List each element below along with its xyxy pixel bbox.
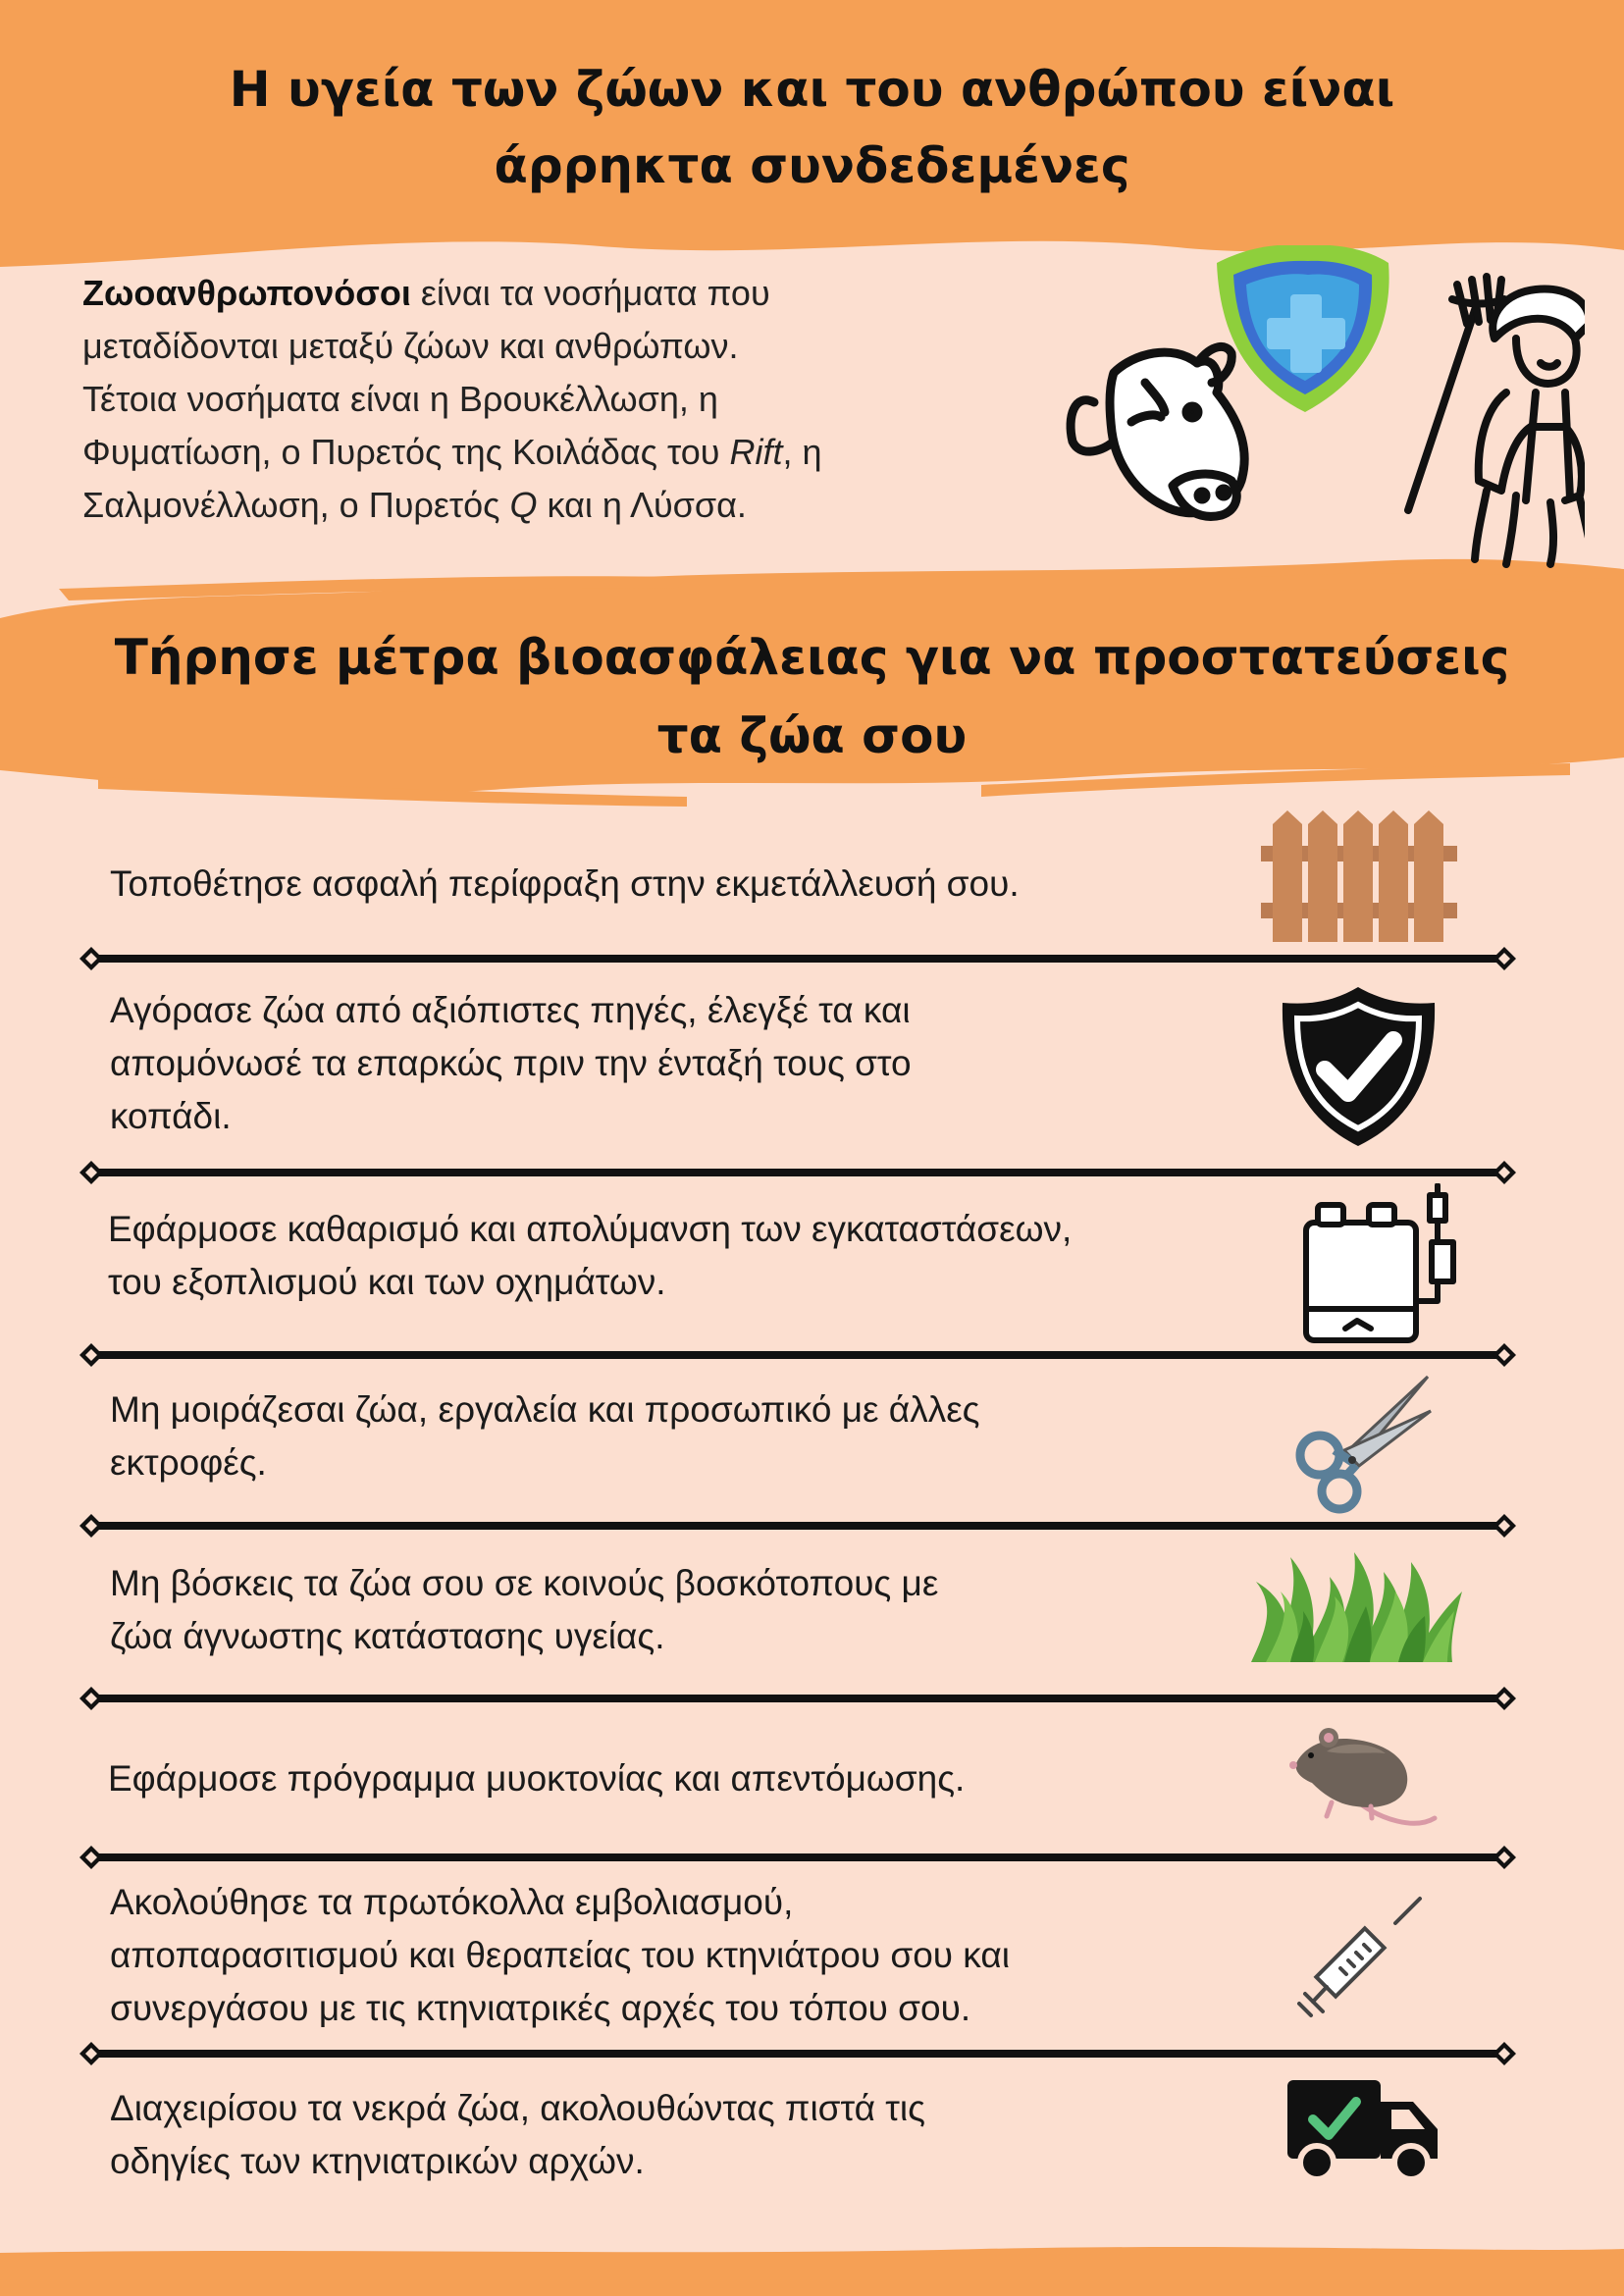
intro-text: Φυματίωση, ο Πυρετός της Κοιλάδας του	[82, 432, 730, 472]
intro-text: Σαλμονέλλωση, ο Πυρετός	[82, 485, 510, 525]
measure-item	[110, 858, 1209, 911]
farmer-icon	[1408, 277, 1585, 564]
zoonoses-illustration	[1055, 245, 1585, 569]
syringe-icon	[1297, 1894, 1425, 2021]
measure-text: Τοποθέτησε ασφαλή περίφραξη στην εκμετάλλευσή σου.	[110, 863, 1020, 904]
measure-text: του εξοπλισμού και των οχημάτων.	[108, 1262, 666, 1302]
intro-text: μεταδίδονται μεταξύ ζώων και ανθρώπων.	[82, 326, 739, 366]
measure-text: ζώα άγνωστης κατάστασης υγείας.	[110, 1616, 665, 1656]
measure-text: Εφάρμοσε καθαρισμό και απολύμανση των εγκαταστάσεων,	[108, 1209, 1073, 1249]
measure-item	[108, 1203, 1236, 1309]
measure-text: αποπαρασιτισμού και θεραπείας του κτηνιάτρου σου και	[110, 1935, 1010, 1975]
intro-italic: Q	[509, 485, 538, 525]
rat-icon	[1287, 1722, 1440, 1835]
intro-text: Τέτοια νοσήματα είναι η Βρουκέλλωση, η	[82, 379, 718, 419]
intro-text: , η	[782, 432, 822, 472]
measure-text: οδηγίες των κτηνιατρικών αρχών.	[110, 2141, 645, 2181]
measure-text: συνεργάσου με τις κτηνιατρικές αρχές του τόπου σου.	[110, 1988, 971, 2028]
grass-icon	[1246, 1552, 1467, 1662]
health-shield-icon	[1217, 245, 1389, 412]
measure-text: Διαχειρίσου τα νεκρά ζώα, ακολουθώντας πιστά τις	[110, 2088, 925, 2128]
page-title-line: άρρηκτα συνδεδεμένες	[494, 137, 1130, 194]
divider	[77, 1843, 1519, 1872]
scissors-icon	[1285, 1372, 1433, 1514]
page-title-line: Η υγεία των ζώων και του ανθρώπου είναι	[229, 61, 1395, 118]
intro-paragraph	[82, 267, 1064, 532]
measure-text: κοπάδι.	[110, 1096, 232, 1136]
fence-icon	[1261, 807, 1457, 944]
measure-text: Μη μοιράζεσαι ζώα, εργαλεία και προσωπικό με άλλες	[110, 1389, 980, 1430]
section-title-line: τα ζώα σου	[656, 707, 968, 764]
shield-check-icon	[1278, 983, 1440, 1148]
measure-item	[110, 1876, 1248, 2035]
measure-text: Εφάρμοσε πρόγραμμα μυοκτονίας και απεντόμωσης.	[108, 1758, 966, 1799]
measure-text: εκτροφές.	[110, 1442, 267, 1483]
intro-bold-term: Ζωοανθρωπονόσοι	[82, 273, 411, 313]
page-title	[0, 51, 1624, 204]
measure-text: Ακολούθησε τα πρωτόκολλα εμβολιασμού,	[110, 1882, 794, 1922]
intro-text: είναι τα νοσήματα που	[410, 273, 770, 313]
divider	[77, 1340, 1519, 1370]
footer-band	[0, 2247, 1624, 2296]
measure-item	[110, 1557, 1209, 1663]
measure-item	[110, 984, 1209, 1143]
measure-text: απομόνωσέ τα επαρκώς πριν την ένταξή τους στο	[110, 1043, 912, 1083]
measure-item	[110, 1383, 1209, 1489]
measure-text: Αγόρασε ζώα από αξιόπιστες πηγές, έλεγξέ τα και	[110, 990, 911, 1030]
divider	[77, 1684, 1519, 1713]
cow-icon	[1071, 346, 1244, 516]
intro-text: και η Λύσσα.	[537, 485, 747, 525]
section-title-line: Τήρησε μέτρα βιοασφάλειας για να προστατεύσεις	[114, 629, 1510, 686]
measure-item	[110, 2082, 1209, 2188]
measure-item	[108, 1752, 1207, 1805]
sprayer-icon	[1300, 1183, 1457, 1345]
section-title	[0, 618, 1624, 775]
divider	[77, 1511, 1519, 1540]
divider	[77, 944, 1519, 973]
intro-italic: Rift	[729, 432, 783, 472]
divider	[77, 2039, 1519, 2068]
measure-text: Μη βόσκεις τα ζώα σου σε κοινούς βοσκότοπους με	[110, 1563, 939, 1603]
truck-check-icon	[1285, 2072, 1442, 2185]
